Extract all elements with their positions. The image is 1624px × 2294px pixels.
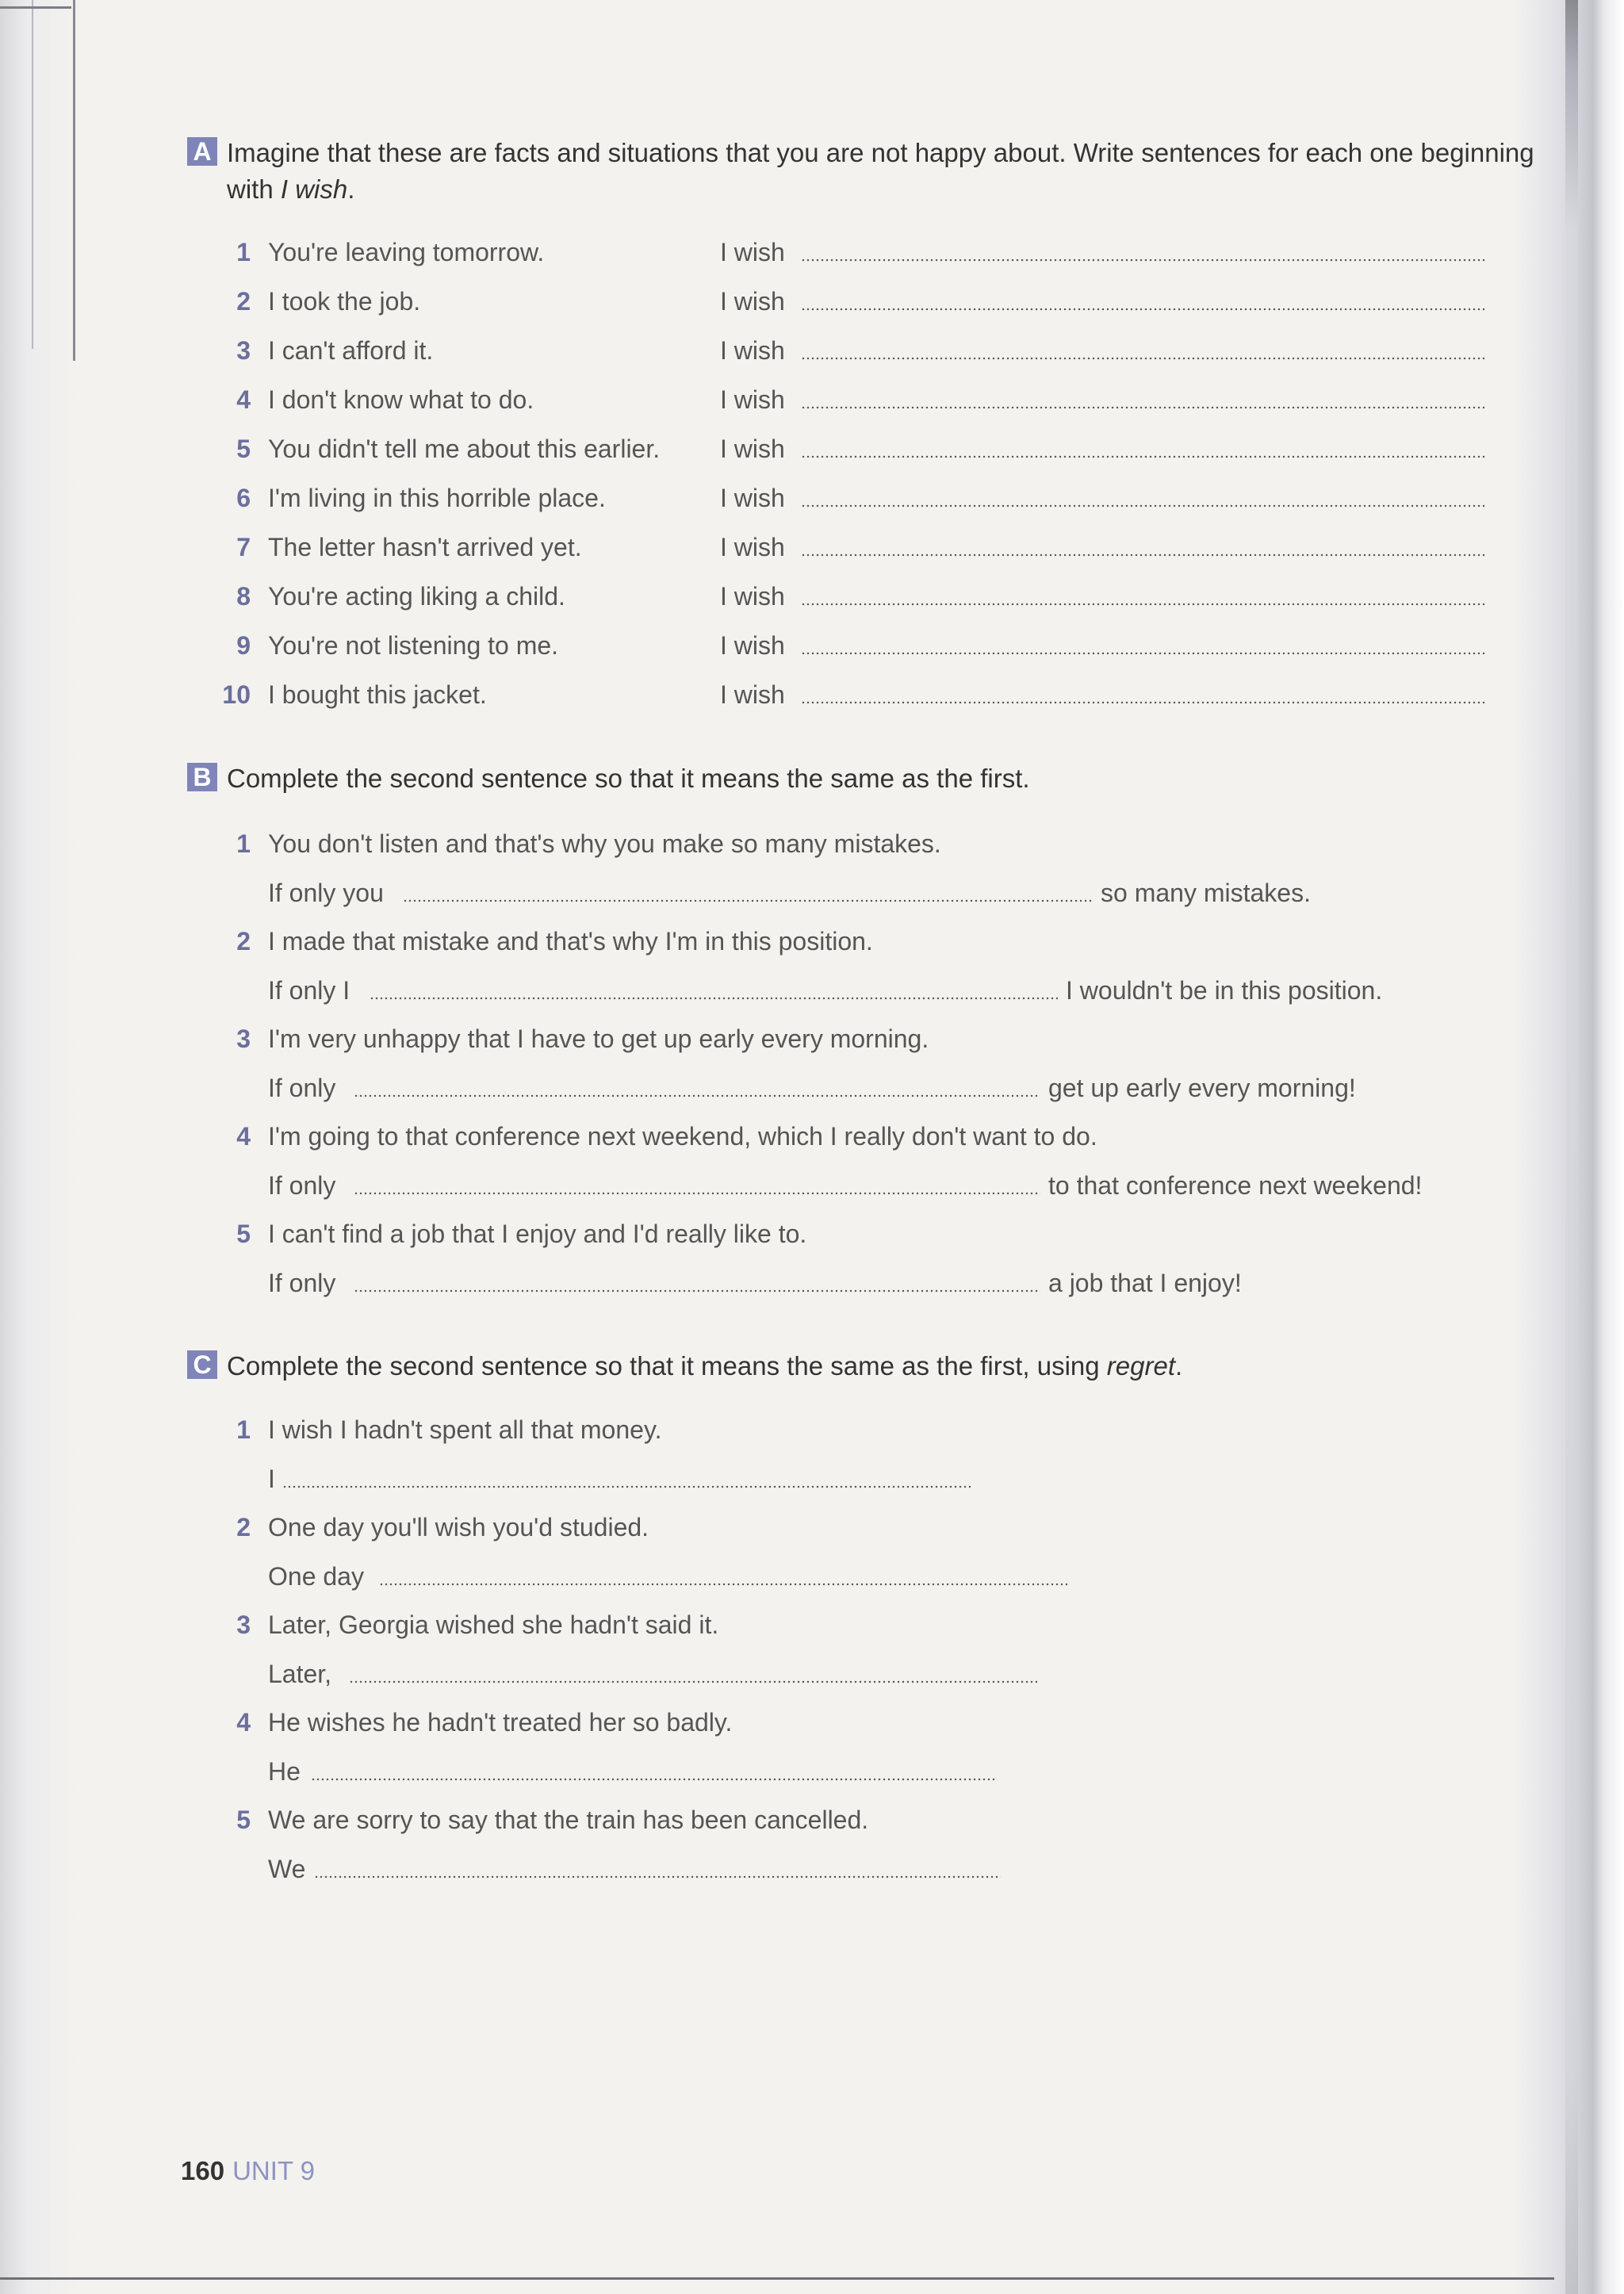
- item-number: 8: [236, 582, 251, 611]
- wish-prompt: I wish: [720, 385, 785, 414]
- answer-line[interactable]: [379, 1583, 1067, 1586]
- item-text: You're leaving tomorrow.: [268, 238, 545, 266]
- answer-line[interactable]: [801, 504, 1486, 507]
- item-sentence: I can't find a job that I enjoy and I'd really like to.: [268, 1220, 807, 1248]
- section-a-badge: A: [187, 137, 217, 166]
- scan-left-edge: [0, 0, 79, 2294]
- item-number: 2: [236, 927, 251, 956]
- wish-prompt: I wish: [720, 680, 785, 709]
- answer-prefix: One day: [268, 1562, 364, 1591]
- item-text: I can't afford it.: [268, 336, 434, 365]
- section-c-badge: C: [187, 1350, 217, 1379]
- page-number: 160: [181, 2156, 225, 2185]
- item-sentence: Later, Georgia wished she hadn't said it.: [268, 1610, 719, 1639]
- answer-prefix: If only: [268, 1171, 336, 1200]
- item-text: I don't know what to do.: [268, 385, 534, 414]
- scan-binding-line: [32, 0, 33, 349]
- answer-line[interactable]: [311, 1778, 998, 1781]
- item-sentence: He wishes he hadn't treated her so badly.: [268, 1708, 733, 1737]
- section-b-badge: B: [187, 763, 217, 791]
- page-footer: [181, 2155, 315, 2187]
- wish-prompt: I wish: [720, 238, 785, 266]
- item-number: 4: [236, 1122, 251, 1151]
- answer-suffix: a job that I enjoy!: [1048, 1269, 1242, 1297]
- item-text: I took the job.: [268, 287, 421, 316]
- answer-line[interactable]: [282, 1485, 971, 1488]
- answer-line[interactable]: [801, 259, 1486, 262]
- answer-line[interactable]: [370, 997, 1058, 1000]
- item-number: 10: [222, 680, 251, 709]
- section-c-header: [187, 1348, 1559, 1384]
- answer-line[interactable]: [314, 1875, 1001, 1878]
- wish-prompt: I wish: [720, 435, 785, 463]
- answer-line[interactable]: [801, 553, 1486, 557]
- item-number: 3: [236, 1024, 251, 1053]
- wish-prompt: I wish: [720, 631, 785, 660]
- item-text: I'm living in this horrible place.: [268, 484, 606, 512]
- wish-prompt: I wish: [720, 287, 785, 316]
- scan-bottom-line: [0, 2277, 1554, 2280]
- answer-prefix: He: [268, 1757, 301, 1786]
- wish-prompt: I wish: [720, 533, 785, 561]
- answer-line[interactable]: [801, 308, 1486, 311]
- answer-line[interactable]: [801, 357, 1486, 360]
- item-number: 3: [236, 336, 251, 365]
- section-a-header: [187, 135, 1559, 208]
- answer-line[interactable]: [801, 603, 1486, 606]
- item-number: 9: [236, 631, 251, 660]
- item-number: 2: [236, 1513, 251, 1541]
- item-sentence: I made that mistake and that's why I'm in this position.: [268, 927, 873, 956]
- item-sentence: I'm very unhappy that I have to get up early every morning.: [268, 1024, 929, 1053]
- answer-line[interactable]: [349, 1680, 1037, 1683]
- item-text: I bought this jacket.: [268, 680, 487, 709]
- section-c-instruction: Complete the second sentence so that it means the same as the first, using regret.: [227, 1351, 1183, 1381]
- answer-suffix: so many mistakes.: [1101, 879, 1311, 907]
- answer-prefix: We: [268, 1855, 306, 1883]
- item-sentence: I wish I hadn't spent all that money.: [268, 1415, 662, 1444]
- item-text: You didn't tell me about this earlier.: [268, 435, 661, 463]
- item-number: 7: [236, 533, 251, 561]
- answer-suffix: get up early every morning!: [1048, 1074, 1356, 1102]
- scan-top-line: [0, 6, 71, 9]
- wish-prompt: I wish: [720, 582, 785, 611]
- item-sentence: We are sorry to say that the train has been cancelled.: [268, 1806, 869, 1834]
- item-number: 1: [236, 829, 251, 858]
- item-number: 3: [236, 1610, 251, 1639]
- item-sentence: I'm going to that conference next weekend, which I really don't want to do.: [268, 1122, 1097, 1151]
- wish-prompt: I wish: [720, 484, 785, 512]
- answer-prefix: Later,: [268, 1660, 332, 1688]
- item-number: 5: [236, 435, 251, 463]
- answer-line[interactable]: [801, 455, 1486, 458]
- answer-prefix: If only I: [268, 976, 350, 1005]
- answer-suffix: to that conference next weekend!: [1048, 1171, 1423, 1200]
- item-text: You're acting liking a child.: [268, 582, 565, 611]
- section-a-instruction: Imagine that these are facts and situations that you are not happy about. Write sentences for each one beginning with I wish.: [227, 138, 1534, 204]
- answer-line[interactable]: [403, 899, 1093, 902]
- section-b-header: [187, 760, 1559, 797]
- answer-line[interactable]: [801, 701, 1486, 704]
- item-number: 4: [236, 385, 251, 414]
- wish-prompt: I wish: [720, 336, 785, 365]
- answer-prefix: If only: [268, 1269, 336, 1297]
- answer-line[interactable]: [354, 1289, 1040, 1293]
- item-text: The letter hasn't arrived yet.: [268, 533, 582, 561]
- item-number: 2: [236, 287, 251, 316]
- answer-line[interactable]: [354, 1192, 1040, 1195]
- item-number: 4: [236, 1708, 251, 1737]
- item-number: 1: [236, 238, 251, 266]
- section-b-instruction: Complete the second sentence so that it means the same as the first.: [227, 764, 1030, 793]
- answer-line[interactable]: [801, 406, 1486, 409]
- answer-line[interactable]: [354, 1094, 1040, 1097]
- item-number: 5: [236, 1806, 251, 1834]
- answer-prefix: I: [268, 1465, 275, 1493]
- answer-prefix: If only you: [268, 879, 384, 907]
- item-number: 5: [236, 1220, 251, 1248]
- scan-page-edge-line: [73, 0, 75, 361]
- scan-right-shadow: [1565, 0, 1578, 2294]
- item-text: You're not listening to me.: [268, 631, 559, 660]
- answer-suffix: I wouldn't be in this position.: [1066, 976, 1383, 1005]
- item-sentence: You don't listen and that's why you make so many mistakes.: [268, 829, 941, 858]
- answer-line[interactable]: [801, 652, 1486, 655]
- answer-prefix: If only: [268, 1074, 336, 1102]
- item-number: 6: [236, 484, 251, 512]
- item-number: 1: [236, 1415, 251, 1444]
- item-sentence: One day you'll wish you'd studied.: [268, 1513, 649, 1541]
- unit-label: UNIT 9: [232, 2156, 315, 2185]
